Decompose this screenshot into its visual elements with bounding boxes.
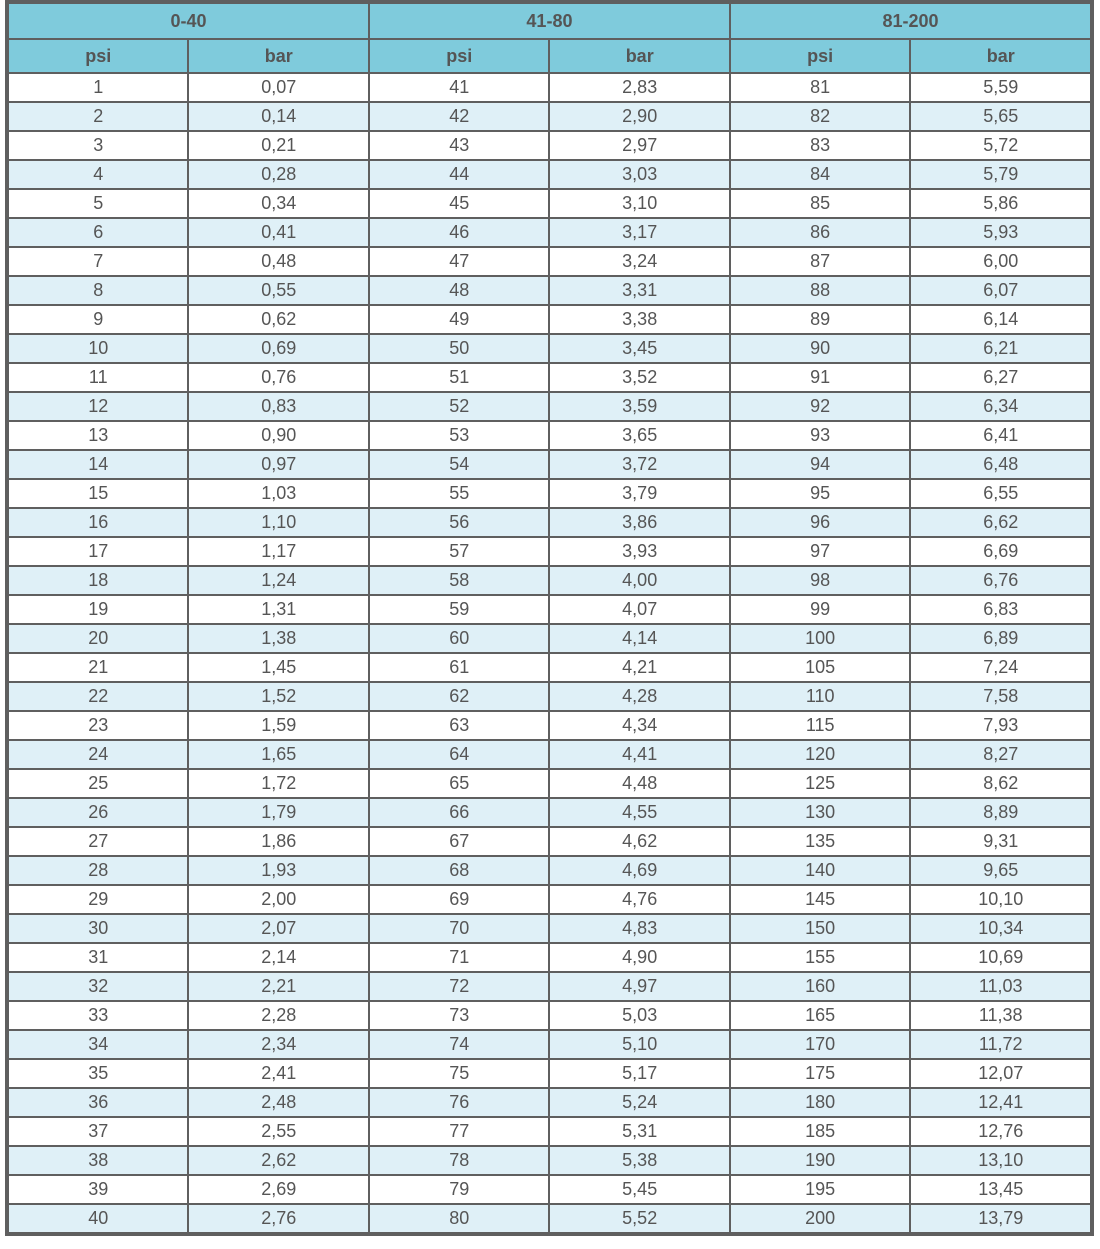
- bar-cell: 2,00: [188, 885, 368, 914]
- psi-cell: 79: [369, 1175, 549, 1204]
- psi-cell: 20: [8, 624, 188, 653]
- table-row: [8, 363, 1091, 392]
- psi-cell: 3: [8, 131, 188, 160]
- table-row: [8, 740, 1091, 769]
- unit-header-bar: bar: [910, 39, 1091, 73]
- bar-cell: 5,86: [910, 189, 1091, 218]
- range-header-row: [8, 3, 1091, 39]
- psi-cell: 9: [8, 305, 188, 334]
- psi-cell: 10: [8, 334, 188, 363]
- bar-cell: 2,90: [549, 102, 729, 131]
- psi-cell: 145: [730, 885, 910, 914]
- table-row: [8, 392, 1091, 421]
- psi-cell: 96: [730, 508, 910, 537]
- unit-header-psi: psi: [8, 39, 188, 73]
- psi-cell: 18: [8, 566, 188, 595]
- psi-cell: 44: [369, 160, 549, 189]
- bar-cell: 4,28: [549, 682, 729, 711]
- table-row: [8, 653, 1091, 682]
- psi-cell: 83: [730, 131, 910, 160]
- table-row: [8, 73, 1091, 102]
- bar-cell: 1,52: [188, 682, 368, 711]
- psi-cell: 185: [730, 1117, 910, 1146]
- bar-cell: 0,97: [188, 450, 368, 479]
- psi-cell: 42: [369, 102, 549, 131]
- bar-cell: 13,45: [910, 1175, 1091, 1204]
- bar-cell: 0,69: [188, 334, 368, 363]
- psi-cell: 95: [730, 479, 910, 508]
- bar-cell: 9,31: [910, 827, 1091, 856]
- psi-cell: 19: [8, 595, 188, 624]
- bar-cell: 1,93: [188, 856, 368, 885]
- bar-cell: 11,38: [910, 1001, 1091, 1030]
- psi-cell: 1: [8, 73, 188, 102]
- bar-cell: 7,93: [910, 711, 1091, 740]
- bar-cell: 0,28: [188, 160, 368, 189]
- psi-cell: 13: [8, 421, 188, 450]
- psi-cell: 65: [369, 769, 549, 798]
- psi-cell: 22: [8, 682, 188, 711]
- psi-cell: 115: [730, 711, 910, 740]
- psi-cell: 64: [369, 740, 549, 769]
- bar-cell: 11,03: [910, 972, 1091, 1001]
- bar-cell: 2,48: [188, 1088, 368, 1117]
- bar-cell: 3,79: [549, 479, 729, 508]
- psi-cell: 24: [8, 740, 188, 769]
- bar-cell: 0,14: [188, 102, 368, 131]
- table-row: [8, 334, 1091, 363]
- psi-cell: 60: [369, 624, 549, 653]
- table-row: [8, 682, 1091, 711]
- bar-cell: 10,69: [910, 943, 1091, 972]
- psi-cell: 8: [8, 276, 188, 305]
- table-body: [8, 73, 1091, 1233]
- psi-cell: 57: [369, 537, 549, 566]
- table-row: [8, 943, 1091, 972]
- table-row: [8, 1146, 1091, 1175]
- table-row: [8, 885, 1091, 914]
- bar-cell: 1,38: [188, 624, 368, 653]
- bar-cell: 6,76: [910, 566, 1091, 595]
- psi-cell: 86: [730, 218, 910, 247]
- table-row: [8, 1001, 1091, 1030]
- bar-cell: 6,27: [910, 363, 1091, 392]
- bar-cell: 5,59: [910, 73, 1091, 102]
- bar-cell: 1,79: [188, 798, 368, 827]
- table-row: [8, 1059, 1091, 1088]
- psi-cell: 175: [730, 1059, 910, 1088]
- bar-cell: 5,17: [549, 1059, 729, 1088]
- psi-cell: 56: [369, 508, 549, 537]
- bar-cell: 2,07: [188, 914, 368, 943]
- psi-cell: 72: [369, 972, 549, 1001]
- bar-cell: 2,14: [188, 943, 368, 972]
- bar-cell: 4,14: [549, 624, 729, 653]
- psi-cell: 26: [8, 798, 188, 827]
- psi-cell: 73: [369, 1001, 549, 1030]
- psi-cell: 155: [730, 943, 910, 972]
- bar-cell: 6,55: [910, 479, 1091, 508]
- bar-cell: 8,89: [910, 798, 1091, 827]
- psi-cell: 87: [730, 247, 910, 276]
- bar-cell: 3,17: [549, 218, 729, 247]
- psi-cell: 21: [8, 653, 188, 682]
- bar-cell: 12,76: [910, 1117, 1091, 1146]
- table-row: [8, 711, 1091, 740]
- bar-cell: 5,65: [910, 102, 1091, 131]
- psi-cell: 48: [369, 276, 549, 305]
- psi-cell: 71: [369, 943, 549, 972]
- psi-cell: 180: [730, 1088, 910, 1117]
- psi-cell: 75: [369, 1059, 549, 1088]
- psi-cell: 195: [730, 1175, 910, 1204]
- bar-cell: 13,79: [910, 1204, 1091, 1233]
- psi-cell: 110: [730, 682, 910, 711]
- psi-cell: 43: [369, 131, 549, 160]
- bar-cell: 0,55: [188, 276, 368, 305]
- range-header-41-80: 41-80: [369, 3, 730, 39]
- bar-cell: 4,97: [549, 972, 729, 1001]
- psi-cell: 17: [8, 537, 188, 566]
- bar-cell: 2,34: [188, 1030, 368, 1059]
- table-row: [8, 1030, 1091, 1059]
- psi-cell: 69: [369, 885, 549, 914]
- psi-cell: 170: [730, 1030, 910, 1059]
- bar-cell: 7,24: [910, 653, 1091, 682]
- psi-cell: 66: [369, 798, 549, 827]
- psi-cell: 98: [730, 566, 910, 595]
- psi-cell: 61: [369, 653, 549, 682]
- psi-cell: 77: [369, 1117, 549, 1146]
- psi-cell: 63: [369, 711, 549, 740]
- psi-cell: 34: [8, 1030, 188, 1059]
- psi-cell: 37: [8, 1117, 188, 1146]
- table-row: [8, 189, 1091, 218]
- psi-cell: 25: [8, 769, 188, 798]
- psi-cell: 84: [730, 160, 910, 189]
- psi-cell: 97: [730, 537, 910, 566]
- psi-cell: 30: [8, 914, 188, 943]
- bar-cell: 5,45: [549, 1175, 729, 1204]
- psi-cell: 105: [730, 653, 910, 682]
- bar-cell: 0,76: [188, 363, 368, 392]
- bar-cell: 4,48: [549, 769, 729, 798]
- psi-cell: 11: [8, 363, 188, 392]
- psi-cell: 55: [369, 479, 549, 508]
- bar-cell: 3,31: [549, 276, 729, 305]
- bar-cell: 6,07: [910, 276, 1091, 305]
- psi-cell: 58: [369, 566, 549, 595]
- bar-cell: 5,03: [549, 1001, 729, 1030]
- bar-cell: 3,65: [549, 421, 729, 450]
- psi-cell: 150: [730, 914, 910, 943]
- table-row: [8, 595, 1091, 624]
- psi-cell: 85: [730, 189, 910, 218]
- table-row: [8, 1088, 1091, 1117]
- bar-cell: 12,41: [910, 1088, 1091, 1117]
- psi-cell: 38: [8, 1146, 188, 1175]
- bar-cell: 1,72: [188, 769, 368, 798]
- bar-cell: 4,76: [549, 885, 729, 914]
- psi-cell: 53: [369, 421, 549, 450]
- bar-cell: 3,38: [549, 305, 729, 334]
- bar-cell: 6,62: [910, 508, 1091, 537]
- psi-cell: 140: [730, 856, 910, 885]
- bar-cell: 4,07: [549, 595, 729, 624]
- bar-cell: 6,48: [910, 450, 1091, 479]
- bar-cell: 0,48: [188, 247, 368, 276]
- table-row: [8, 1204, 1091, 1233]
- psi-cell: 89: [730, 305, 910, 334]
- bar-cell: 2,62: [188, 1146, 368, 1175]
- unit-header-psi: psi: [369, 39, 549, 73]
- bar-cell: 1,59: [188, 711, 368, 740]
- bar-cell: 2,69: [188, 1175, 368, 1204]
- psi-cell: 28: [8, 856, 188, 885]
- bar-cell: 3,45: [549, 334, 729, 363]
- table-row: [8, 160, 1091, 189]
- psi-bar-conversion-table: [7, 2, 1092, 1234]
- psi-cell: 51: [369, 363, 549, 392]
- psi-cell: 52: [369, 392, 549, 421]
- psi-cell: 50: [369, 334, 549, 363]
- psi-cell: 99: [730, 595, 910, 624]
- table-row: [8, 218, 1091, 247]
- bar-cell: 12,07: [910, 1059, 1091, 1088]
- psi-cell: 120: [730, 740, 910, 769]
- unit-header-bar: bar: [188, 39, 368, 73]
- bar-cell: 4,21: [549, 653, 729, 682]
- bar-cell: 4,34: [549, 711, 729, 740]
- psi-cell: 90: [730, 334, 910, 363]
- psi-cell: 78: [369, 1146, 549, 1175]
- table-row: [8, 566, 1091, 595]
- table-row: [8, 769, 1091, 798]
- table-row: [8, 827, 1091, 856]
- psi-cell: 93: [730, 421, 910, 450]
- bar-cell: 6,34: [910, 392, 1091, 421]
- table-row: [8, 856, 1091, 885]
- range-header-0-40: 0-40: [8, 3, 369, 39]
- bar-cell: 4,90: [549, 943, 729, 972]
- psi-cell: 92: [730, 392, 910, 421]
- range-header-81-200: 81-200: [730, 3, 1091, 39]
- psi-cell: 160: [730, 972, 910, 1001]
- psi-cell: 41: [369, 73, 549, 102]
- table-row: [8, 914, 1091, 943]
- psi-cell: 74: [369, 1030, 549, 1059]
- unit-header-psi: psi: [730, 39, 910, 73]
- bar-cell: 3,59: [549, 392, 729, 421]
- bar-cell: 4,00: [549, 566, 729, 595]
- psi-cell: 2: [8, 102, 188, 131]
- bar-cell: 1,65: [188, 740, 368, 769]
- bar-cell: 7,58: [910, 682, 1091, 711]
- bar-cell: 1,03: [188, 479, 368, 508]
- bar-cell: 0,62: [188, 305, 368, 334]
- psi-cell: 23: [8, 711, 188, 740]
- psi-cell: 200: [730, 1204, 910, 1233]
- psi-cell: 14: [8, 450, 188, 479]
- psi-cell: 5: [8, 189, 188, 218]
- table-row: [8, 131, 1091, 160]
- bar-cell: 6,14: [910, 305, 1091, 334]
- psi-cell: 46: [369, 218, 549, 247]
- bar-cell: 6,69: [910, 537, 1091, 566]
- bar-cell: 1,31: [188, 595, 368, 624]
- psi-cell: 62: [369, 682, 549, 711]
- psi-cell: 59: [369, 595, 549, 624]
- bar-cell: 2,83: [549, 73, 729, 102]
- unit-header-row: [8, 39, 1091, 73]
- psi-cell: 49: [369, 305, 549, 334]
- psi-cell: 130: [730, 798, 910, 827]
- psi-cell: 27: [8, 827, 188, 856]
- bar-cell: 10,34: [910, 914, 1091, 943]
- psi-cell: 94: [730, 450, 910, 479]
- bar-cell: 3,03: [549, 160, 729, 189]
- table-row: [8, 537, 1091, 566]
- psi-cell: 6: [8, 218, 188, 247]
- bar-cell: 11,72: [910, 1030, 1091, 1059]
- table-row: [8, 305, 1091, 334]
- psi-cell: 125: [730, 769, 910, 798]
- bar-cell: 3,72: [549, 450, 729, 479]
- bar-cell: 4,55: [549, 798, 729, 827]
- psi-cell: 15: [8, 479, 188, 508]
- psi-cell: 81: [730, 73, 910, 102]
- bar-cell: 4,62: [549, 827, 729, 856]
- psi-cell: 35: [8, 1059, 188, 1088]
- bar-cell: 6,83: [910, 595, 1091, 624]
- psi-cell: 39: [8, 1175, 188, 1204]
- table-row: [8, 508, 1091, 537]
- psi-cell: 82: [730, 102, 910, 131]
- bar-cell: 8,62: [910, 769, 1091, 798]
- bar-cell: 1,17: [188, 537, 368, 566]
- bar-cell: 4,83: [549, 914, 729, 943]
- psi-cell: 100: [730, 624, 910, 653]
- table-row: [8, 479, 1091, 508]
- bar-cell: 0,21: [188, 131, 368, 160]
- psi-cell: 165: [730, 1001, 910, 1030]
- table-row: [8, 450, 1091, 479]
- bar-cell: 10,10: [910, 885, 1091, 914]
- bar-cell: 0,83: [188, 392, 368, 421]
- psi-cell: 54: [369, 450, 549, 479]
- bar-cell: 0,07: [188, 73, 368, 102]
- psi-cell: 68: [369, 856, 549, 885]
- bar-cell: 1,86: [188, 827, 368, 856]
- psi-cell: 45: [369, 189, 549, 218]
- psi-cell: 36: [8, 1088, 188, 1117]
- bar-cell: 5,52: [549, 1204, 729, 1233]
- table-row: [8, 421, 1091, 450]
- table-row: [8, 247, 1091, 276]
- unit-header-bar: bar: [549, 39, 729, 73]
- bar-cell: 3,52: [549, 363, 729, 392]
- bar-cell: 2,55: [188, 1117, 368, 1146]
- psi-cell: 135: [730, 827, 910, 856]
- psi-cell: 67: [369, 827, 549, 856]
- bar-cell: 4,69: [549, 856, 729, 885]
- bar-cell: 13,10: [910, 1146, 1091, 1175]
- bar-cell: 6,21: [910, 334, 1091, 363]
- bar-cell: 6,89: [910, 624, 1091, 653]
- bar-cell: 9,65: [910, 856, 1091, 885]
- psi-cell: 32: [8, 972, 188, 1001]
- bar-cell: 2,28: [188, 1001, 368, 1030]
- bar-cell: 5,38: [549, 1146, 729, 1175]
- psi-cell: 47: [369, 247, 549, 276]
- psi-cell: 29: [8, 885, 188, 914]
- bar-cell: 0,34: [188, 189, 368, 218]
- psi-cell: 12: [8, 392, 188, 421]
- table-row: [8, 1117, 1091, 1146]
- psi-cell: 40: [8, 1204, 188, 1233]
- psi-cell: 31: [8, 943, 188, 972]
- table-row: [8, 972, 1091, 1001]
- psi-cell: 16: [8, 508, 188, 537]
- table-row: [8, 624, 1091, 653]
- bar-cell: 5,10: [549, 1030, 729, 1059]
- bar-cell: 5,72: [910, 131, 1091, 160]
- bar-cell: 8,27: [910, 740, 1091, 769]
- bar-cell: 6,00: [910, 247, 1091, 276]
- bar-cell: 5,31: [549, 1117, 729, 1146]
- bar-cell: 2,76: [188, 1204, 368, 1233]
- bar-cell: 1,24: [188, 566, 368, 595]
- bar-cell: 1,45: [188, 653, 368, 682]
- bar-cell: 6,41: [910, 421, 1091, 450]
- bar-cell: 5,79: [910, 160, 1091, 189]
- psi-cell: 190: [730, 1146, 910, 1175]
- psi-cell: 91: [730, 363, 910, 392]
- psi-cell: 70: [369, 914, 549, 943]
- bar-cell: 5,24: [549, 1088, 729, 1117]
- bar-cell: 4,41: [549, 740, 729, 769]
- bar-cell: 5,93: [910, 218, 1091, 247]
- psi-cell: 4: [8, 160, 188, 189]
- bar-cell: 3,93: [549, 537, 729, 566]
- table-row: [8, 798, 1091, 827]
- psi-cell: 76: [369, 1088, 549, 1117]
- bar-cell: 2,41: [188, 1059, 368, 1088]
- psi-cell: 33: [8, 1001, 188, 1030]
- bar-cell: 2,97: [549, 131, 729, 160]
- table-row: [8, 276, 1091, 305]
- bar-cell: 3,86: [549, 508, 729, 537]
- table-row: [8, 1175, 1091, 1204]
- bar-cell: 2,21: [188, 972, 368, 1001]
- psi-cell: 7: [8, 247, 188, 276]
- bar-cell: 3,10: [549, 189, 729, 218]
- bar-cell: 3,24: [549, 247, 729, 276]
- psi-cell: 80: [369, 1204, 549, 1233]
- table-row: [8, 102, 1091, 131]
- bar-cell: 1,10: [188, 508, 368, 537]
- psi-cell: 88: [730, 276, 910, 305]
- bar-cell: 0,90: [188, 421, 368, 450]
- bar-cell: 0,41: [188, 218, 368, 247]
